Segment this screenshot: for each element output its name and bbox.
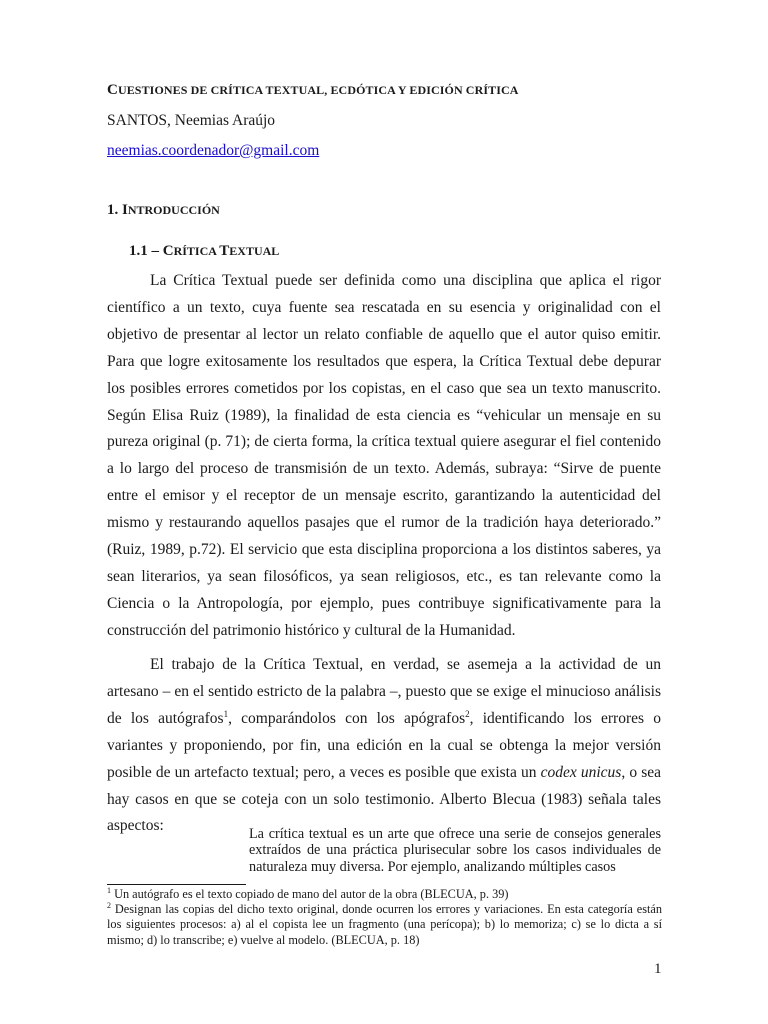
footnote-ref-1[interactable]: 1 <box>223 708 229 719</box>
footnote-ref-2[interactable]: 2 <box>465 708 470 719</box>
section-initial: I <box>122 202 128 218</box>
author-email-link[interactable]: neemias.coordenador@gmail.com <box>107 142 320 159</box>
subsection-initial-2: T <box>219 243 230 259</box>
title-rest: UESTIONES DE CRÍTICA TEXTUAL, ECDÓTICA Y EDICIÓN CRÍTICA <box>117 83 519 97</box>
paragraph-2-text-a: El trabajo de la Crítica Textual, en verdad, se asemeja a la actividad de un artesano – en el sentido estricto de la palabra –, puesto que se exige el minucioso análisis de los autógrafos <box>107 656 661 727</box>
subsection-number: 1.1 – <box>129 243 163 259</box>
section-number: 1. <box>107 202 122 218</box>
footnote-mark-1: 1 <box>107 886 111 895</box>
document-title <box>107 82 519 99</box>
footnote-mark-2: 2 <box>107 901 111 911</box>
subsection-initial-1: C <box>162 243 174 259</box>
subsection-rest-2: EXTUAL <box>229 244 280 258</box>
footnotes <box>107 887 662 948</box>
paragraph-2-text-d: , o sea hay casos en que se coteja con un solo testimonio. Alberto Blecua (1983) señala tales aspectos: <box>107 763 662 835</box>
block-quote: La crítica textual es un arte que ofrece una serie de consejos generales extraídos de una práctica plurisecular sobre los casos individuales de naturaleza muy diversa. Por ejemplo, analizando múltiples casos <box>249 826 661 875</box>
subsection-heading <box>129 242 279 260</box>
page-number: 1 <box>654 961 662 977</box>
footnote-1 <box>107 887 662 902</box>
paragraph-2-italic-term: codex unicus <box>540 763 622 781</box>
footnote-text-2: Designan las copias del dicho texto original, donde ocurren los errores y variaciones. En esta categoría están los siguientes procesos: a) al el copista lee un fragmento (una perícopa); b) lo memoriza; c) se lo dicta a sí mismo; d) lo transcribe; e) vuelve al modelo. (BLECUA, p. 18) <box>107 902 662 947</box>
paragraph-2-text-c: , identificando los errores o variantes y proponiendo, por fin, una edición en la cual se obtenga la mejor versión posible de un artefacto textual; pero, a veces es posible que exista un <box>107 709 661 781</box>
footnote-separator <box>107 884 246 885</box>
title-initial: C <box>107 82 118 98</box>
section-heading <box>107 201 220 219</box>
footnote-text-1: Un autógrafo es el texto copiado de mano del autor de la obra (BLECUA, p. 39) <box>111 887 509 901</box>
paragraph-2-text-b: , comparándolos con los apógrafos <box>228 709 466 727</box>
body-paragraph-1: La Crítica Textual puede ser definida como una disciplina que aplica el rigor científico a un texto, cuya fuente sea rescatada en su esencia y originalidad con el objetivo de presentar al lector un relato confiable de aquello que el autor quiso emitir. Para que logre exitosamente los resultados que espera, la Crítica Textual debe depurar los posibles errores cometidos por los copistas, en el caso que sea un texto manuscrito. Según Elisa Ruiz (1989), la finalidad de esta ciencia es “vehicular un mensaje en su pureza original (p. 71); de cierta forma, la crítica textual quiere asegurar el fiel contenido a lo largo del proceso de transmisión de un texto. Además, subraya: “Sirve de puente entre el emisor y el receptor de un mensaje escrito, garantizando la autenticidad del mismo y restaurando aquellos pasajes que el rumor de la tradición haya deteriorado.” (Ruiz, 1989, p.72). El servicio que esta disciplina proporciona a los distintos saberes, ya sean literarios, ya sean filosóficos, ya sean religiosos, etc., es tan relevante como la Ciencia o la Antropología, por ejemplo, pues contribuye significativamente para la construcción del patrimonio histórico y cultural de la Humanidad. <box>107 272 661 639</box>
author-name: SANTOS, Neemias Araújo <box>107 112 276 129</box>
footnote-2 <box>107 902 662 948</box>
subsection-rest-1: RÍTICA <box>173 244 220 258</box>
body-paragraph-2 <box>107 652 661 840</box>
section-rest: NTRODUCCIÓN <box>127 203 220 217</box>
